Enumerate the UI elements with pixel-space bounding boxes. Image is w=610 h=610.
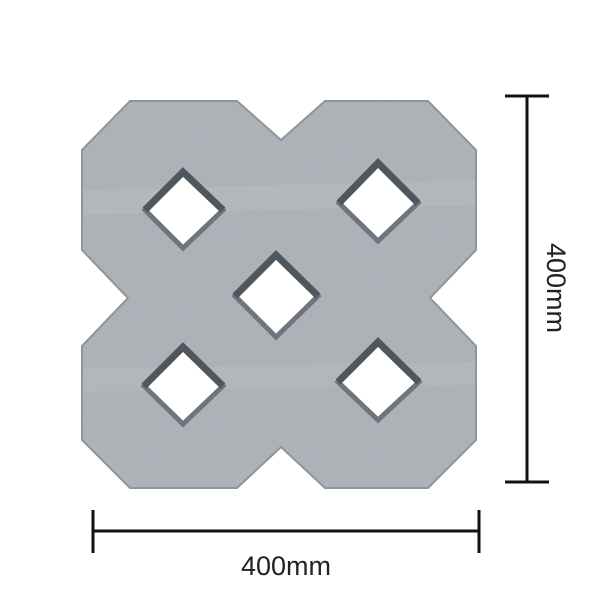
width-dimension xyxy=(93,510,479,581)
width-dimension-label: 400mm xyxy=(240,551,332,581)
height-dimension-label: 400mm xyxy=(541,242,571,334)
height-dimension xyxy=(505,96,571,482)
